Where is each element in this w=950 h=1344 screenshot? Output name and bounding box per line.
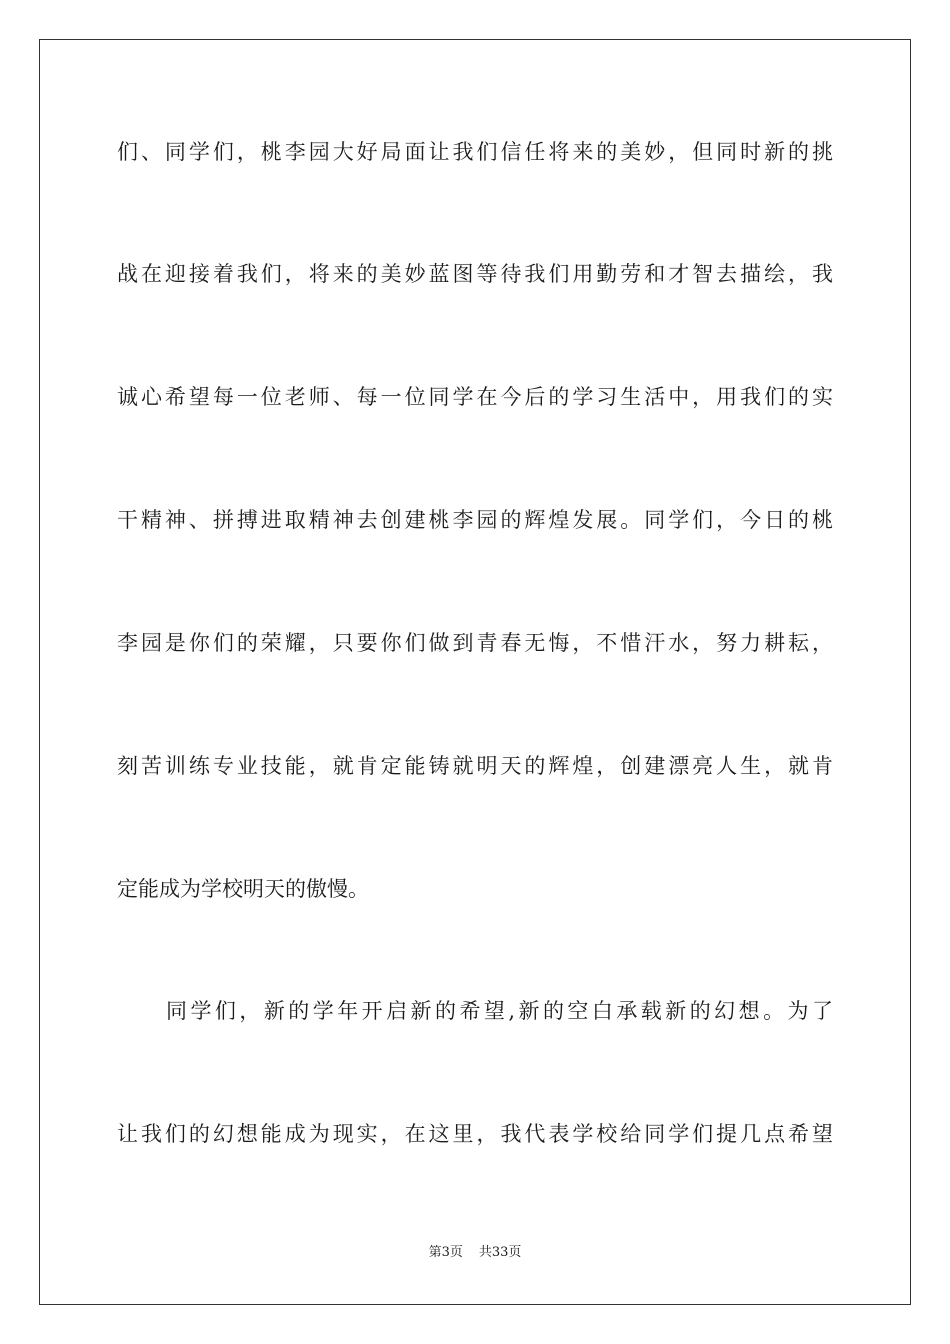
body-text-line: 战在迎接着我们，将来的美妙蓝图等待我们用勤劳和才智去描绘，我 [117, 262, 833, 286]
body-text-line: 刻苦训练专业技能，就肯定能铸就明天的辉煌，创建漂亮人生，就肯 [117, 754, 833, 778]
page-border [39, 39, 911, 1305]
page-total: 共33页 [478, 1245, 522, 1260]
body-text-line: 让我们的幻想能成为现实，在这里，我代表学校给同学们提几点希望 [117, 1122, 833, 1146]
page-footer [0, 1244, 950, 1262]
body-text-line: 李园是你们的荣耀，只要你们做到青春无悔，不惜汗水，努力耕耘， [117, 631, 833, 655]
page-number: 第3页 [428, 1245, 463, 1260]
body-text-line: 干精神、拼搏进取精神去创建桃李园的辉煌发展。同学们，今日的桃 [117, 508, 833, 532]
body-text-line: 定能成为学校明天的傲慢。 [117, 877, 369, 901]
body-text-line: 诚心希望每一位老师、每一位同学在今后的学习生活中，用我们的实 [117, 385, 833, 409]
paragraph-first-line: 同学们，新的学年开启新的希望,新的空白承载新的幻想。为了 [166, 999, 833, 1023]
body-text-line: 们、同学们，桃李园大好局面让我们信任将来的美妙，但同时新的挑 [117, 140, 833, 164]
